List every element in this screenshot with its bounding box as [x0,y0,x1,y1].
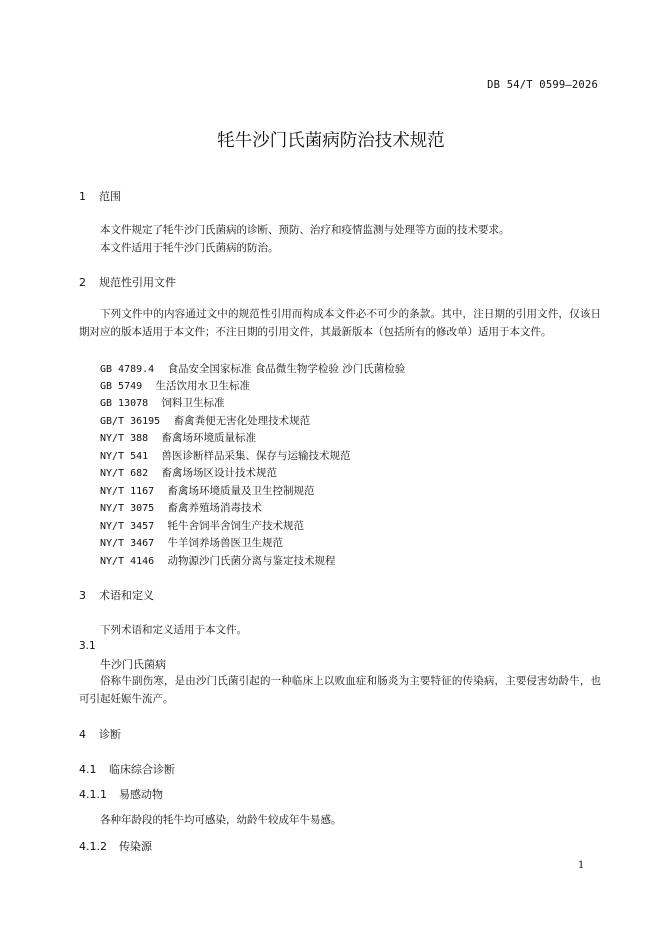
section-number: 1 [79,190,86,203]
reference-title: 畜禽场场区设计技术规范 [161,467,278,479]
terms-intro: 下列术语和定义适用于本文件。 [100,624,247,636]
section-heading-normative [79,274,176,290]
reference-item [100,430,256,445]
subsection-number: 4.1 [79,763,97,776]
section-title: 术语和定义 [99,589,154,602]
reference-item [100,553,336,568]
section-number: 3 [79,589,86,602]
susceptible-animals-text: 各种年龄段的牦牛均可感染，幼龄牛较成年牛易感。 [100,814,342,826]
subsection-title: 传染源 [119,840,152,853]
reference-title: 牦牛舍饲半舍饲生产技术规范 [167,520,305,532]
standard-code: DB 54/T 0599—2026 [487,79,598,91]
reference-item [100,361,405,376]
reference-title: 食品安全国家标准 食品微生物学检验 沙门氏菌检验 [167,363,406,375]
reference-code: NY/T 3075 [100,503,155,514]
reference-title: 畜禽场环境质量及卫生控制规范 [167,485,315,497]
section-title: 范围 [99,190,121,203]
reference-title: 饲料卫生标准 [161,397,225,409]
section-title: 诊断 [99,728,121,741]
reference-code: NY/T 3457 [100,521,155,532]
reference-code: NY/T 388 [100,433,149,444]
subsection-number: 4.1.2 [79,840,107,853]
section-heading-diagnosis [79,726,121,742]
reference-title: 动物源沙门氏菌分离与鉴定技术规程 [167,555,336,567]
reference-code: NY/T 541 [100,451,149,462]
section-title: 规范性引用文件 [99,276,176,289]
document-title: 牦牛沙门氏菌病防治技术规范 [217,131,445,151]
reference-title: 畜禽场环境质量标准 [161,432,257,444]
reference-title: 兽医诊断样品采集、保存与运输技术规范 [161,450,351,462]
reference-item [100,378,250,393]
term-name: 牛沙门氏菌病 [100,658,166,671]
reference-item [100,500,262,515]
subsection-heading-4-1 [79,761,175,777]
reference-item [100,413,310,428]
reference-code: GB 4789.4 [100,364,155,375]
subsection-number: 4.1.1 [79,788,107,801]
reference-item [100,518,304,533]
reference-item [100,395,225,410]
subsection-heading-4-1-1 [79,786,163,802]
section-number: 4 [79,728,86,741]
section-number: 2 [79,276,86,289]
reference-title: 生活饮用水卫生标准 [155,380,251,392]
reference-title: 牛羊饲养场兽医卫生规范 [167,537,284,549]
reference-title: 畜禽粪便无害化处理技术规范 [173,415,311,427]
reference-item [100,465,277,480]
scope-line-2: 本文件适用于牦牛沙门氏菌病的防治。 [100,242,279,254]
reference-item [100,535,283,550]
reference-code: NY/T 682 [100,468,149,479]
scope-line-1: 本文件规定了牦牛沙门氏菌病的诊断、预防、治疗和疫情监测与处理等方面的技术要求。 [100,224,510,236]
subsection-heading-4-1-2 [79,838,152,854]
reference-code: NY/T 4146 [100,556,155,567]
reference-code: NY/T 3467 [100,538,155,549]
reference-code: GB 5749 [100,381,143,392]
term-definition: 俗称牛副伤寒，是由沙门氏菌引起的一种临床上以败血症和肠炎为主要特征的传染病，主要侵害幼龄牛，也可引起妊娠牛流产。 [79,675,601,705]
reference-item [100,483,315,498]
normative-intro: 下列文件中的内容通过文中的规范性引用而构成本文件必不可少的条款。其中，注日期的引用文件，仅该日期对应的版本适用于本文件；不注日期的引用文件，其最新版本（包括所有的修改单）适用于本文件。 [79,308,601,338]
term-number: 3.1 [79,640,96,652]
subsection-title: 易感动物 [119,788,163,801]
reference-title: 畜禽养殖场消毒技术 [167,502,263,514]
page-number: 1 [578,860,585,871]
section-heading-terms [79,587,154,603]
reference-item [100,448,351,463]
reference-code: GB/T 36195 [100,416,161,427]
reference-code: GB 13078 [100,398,149,409]
subsection-title: 临床综合诊断 [109,763,175,776]
reference-code: NY/T 1167 [100,486,155,497]
section-heading-scope [79,188,121,204]
